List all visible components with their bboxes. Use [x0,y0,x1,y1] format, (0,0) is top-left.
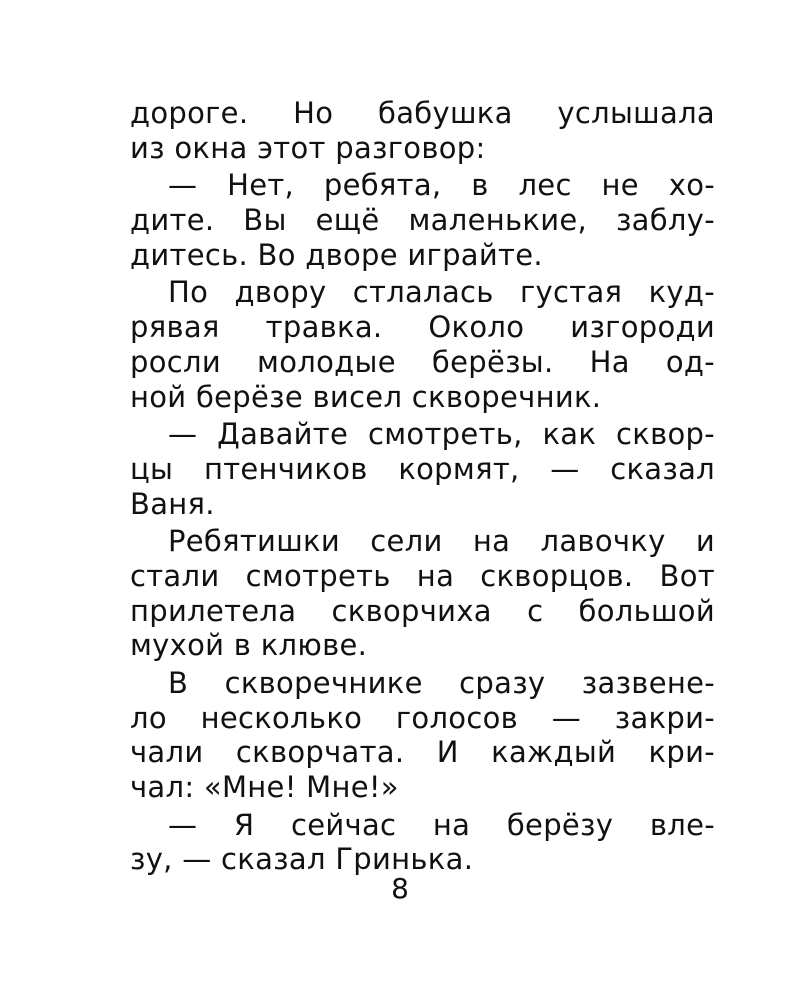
text-line: — Я сейчас на берёзу вле- [168,807,715,842]
text-line: прилетела скворчиха с большой [130,593,715,628]
text-line: — Нет, ребята, в лес не хо- [168,168,715,203]
page-number: 8 [391,872,409,905]
text-line: цы птенчиков кормят, — сказал [130,451,715,486]
text-line: рявая травка. Около изгороди [130,310,715,345]
text-line: Ребятишки сели на лавочку и [168,524,715,559]
text-line: чали скворчата. И каждый кри- [130,735,715,770]
story-text [130,96,715,877]
text-line: — Давайте смотреть, как сквор- [168,417,715,452]
text-line: По двору стлалась густая куд- [168,275,715,310]
text-line: росли молодые берёзы. На од- [130,344,715,379]
text-line: из окна этот разговор: [130,130,486,165]
text-line: дитесь. Во дворе играйте. [130,237,543,272]
text-line: Ваня. [130,486,215,521]
text-line: мухой в клюве. [130,628,368,663]
text-line: ной берёзе висел скворечник. [130,379,602,414]
text-line: дороге. Но бабушка услышала [130,96,715,130]
text-line: В скворечнике сразу зазвене- [168,666,715,700]
text-line: ло несколько голосов — закри- [130,700,715,735]
text-line: дите. Вы ещё маленькие, заблу- [130,203,715,238]
text-line: чал: «Мне! Мне!» [130,770,399,805]
text-line: зу, — сказал Гринька. [130,842,474,877]
text-line: стали смотреть на скворцов. Вот [130,558,715,593]
